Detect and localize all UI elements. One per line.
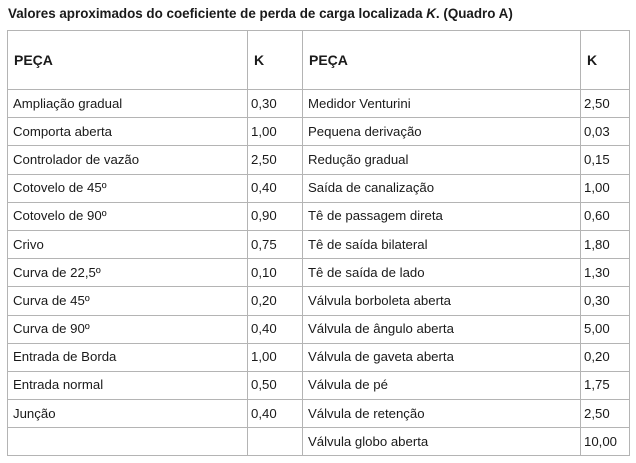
k-value-cell: 0,30: [248, 90, 303, 118]
k-value-cell: 0,60: [581, 202, 630, 230]
k-value-cell: 0,75: [248, 230, 303, 258]
table-header-row: [8, 31, 630, 90]
table-row: [8, 259, 630, 287]
k-value-cell: 0,40: [248, 174, 303, 202]
piece-cell: Tê de passagem direta: [303, 202, 581, 230]
caption-symbol: K: [426, 6, 436, 21]
k-value-cell: 0,50: [248, 371, 303, 399]
table-row: [8, 146, 630, 174]
piece-cell: Entrada de Borda: [8, 343, 248, 371]
piece-cell: Curva de 22,5º: [8, 259, 248, 287]
piece-cell: Cotovelo de 90º: [8, 202, 248, 230]
k-value-cell: 1,00: [581, 174, 630, 202]
k-value-cell: 2,50: [248, 146, 303, 174]
table-row: [8, 90, 630, 118]
table-row: [8, 230, 630, 258]
k-value-cell: 1,80: [581, 230, 630, 258]
piece-cell: Medidor Venturini: [303, 90, 581, 118]
k-value-cell: 0,03: [581, 118, 630, 146]
k-value-cell: [248, 428, 303, 456]
piece-cell: Ampliação gradual: [8, 90, 248, 118]
piece-cell: Saída de canalização: [303, 174, 581, 202]
piece-cell: Pequena derivação: [303, 118, 581, 146]
piece-cell: Válvula de pé: [303, 371, 581, 399]
table-row: [8, 400, 630, 428]
column-header-piece-left: PEÇA: [8, 31, 248, 90]
piece-cell: Crivo: [8, 230, 248, 258]
column-header-piece-right: PEÇA: [303, 31, 581, 90]
k-value-cell: 1,30: [581, 259, 630, 287]
table-row: [8, 315, 630, 343]
caption-suffix: . (Quadro A): [435, 6, 513, 21]
piece-cell: Junção: [8, 400, 248, 428]
piece-cell: Tê de saída de lado: [303, 259, 581, 287]
caption-prefix: Valores aproximados do coeficiente de perda de carga localizada: [8, 6, 427, 21]
k-value-cell: 0,15: [581, 146, 630, 174]
table-row: [8, 174, 630, 202]
table-row: [8, 371, 630, 399]
piece-cell: Curva de 45º: [8, 287, 248, 315]
column-header-k-right: K: [581, 31, 630, 90]
piece-cell: Válvula de retenção: [303, 400, 581, 428]
table-row: [8, 287, 630, 315]
loss-coefficient-table: [7, 30, 630, 456]
k-value-cell: 0,40: [248, 315, 303, 343]
k-value-cell: 0,20: [581, 343, 630, 371]
k-value-cell: 5,00: [581, 315, 630, 343]
table-caption: [8, 4, 630, 24]
piece-cell: Controlador de vazão: [8, 146, 248, 174]
k-value-cell: 0,20: [248, 287, 303, 315]
piece-cell: Comporta aberta: [8, 118, 248, 146]
k-value-cell: 0,40: [248, 400, 303, 428]
table-row: [8, 343, 630, 371]
piece-cell: Válvula de gaveta aberta: [303, 343, 581, 371]
k-value-cell: 10,00: [581, 428, 630, 456]
k-value-cell: 2,50: [581, 400, 630, 428]
k-value-cell: 1,75: [581, 371, 630, 399]
k-value-cell: 0,30: [581, 287, 630, 315]
table-row: [8, 118, 630, 146]
k-value-cell: 0,90: [248, 202, 303, 230]
piece-cell: Entrada normal: [8, 371, 248, 399]
k-value-cell: 1,00: [248, 118, 303, 146]
k-value-cell: 2,50: [581, 90, 630, 118]
k-value-cell: 1,00: [248, 343, 303, 371]
piece-cell: [8, 428, 248, 456]
piece-cell: Válvula de ângulo aberta: [303, 315, 581, 343]
column-header-k-left: K: [248, 31, 303, 90]
table-body: [8, 90, 630, 456]
piece-cell: Redução gradual: [303, 146, 581, 174]
table-row: [8, 428, 630, 456]
piece-cell: Curva de 90º: [8, 315, 248, 343]
piece-cell: Tê de saída bilateral: [303, 230, 581, 258]
k-value-cell: 0,10: [248, 259, 303, 287]
table-row: [8, 202, 630, 230]
piece-cell: Válvula globo aberta: [303, 428, 581, 456]
piece-cell: Cotovelo de 45º: [8, 174, 248, 202]
piece-cell: Válvula borboleta aberta: [303, 287, 581, 315]
